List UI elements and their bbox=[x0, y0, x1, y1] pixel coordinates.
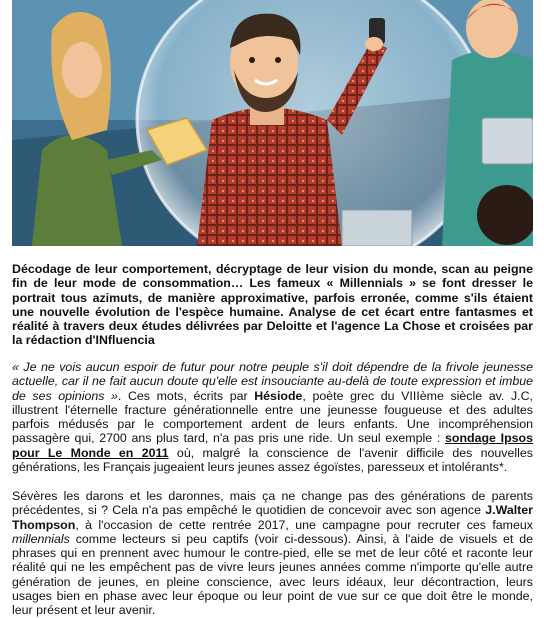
article-paragraph-2 bbox=[12, 489, 533, 618]
hesiod-quote: « Je ne vois aucun espoir de futur pour notre peuple s'il doit dépendre de la frivole jeunesse actuelle, car il ne fait aucun doute qu'elle est insouciante au-delà de toute expression et imbue de ses opinions » bbox=[12, 360, 533, 403]
ipsos-survey-link[interactable]: sondage Ipsos pour Le Monde en 2011 bbox=[12, 431, 533, 460]
paragraph-text: où, malgré la conscience de l'avenir difficile des nouvelles générations, les Français jugeaient leurs jeunes assez égoïstes, paresseux et intolérants*. bbox=[12, 445, 533, 475]
paragraph-text: , à l'occasion de cette rentrée 2017, une campagne pour recruter ces fameux bbox=[75, 517, 533, 532]
agency-name: J.Walter Thompson bbox=[12, 503, 533, 532]
article-paragraph-1 bbox=[12, 360, 533, 474]
paragraph-text: Sévères les darons et les daronnes, mais ça ne change pas des générations de parents précédentes, si ? Cela n'a pas empêché le quotidien de concevoir avec son agence bbox=[12, 489, 533, 518]
millennials-term: millennials bbox=[12, 531, 70, 546]
author-name: Hésiode bbox=[254, 388, 303, 403]
paragraph-text: , poète grec du VIIIème siècle av. J.C, illustrent l'éternelle fracture générationnelle entre une jeunesse fougueuse et des adultes parfois médusés par le comportement ardent de leurs enfants. Une incompréhension passagère qui, 2700 ans plus tard, n'a pas pris une ride. Un seul exemple : bbox=[12, 388, 533, 446]
millennials-illustration bbox=[12, 0, 533, 246]
paragraph-text: . Ces mots, écrits par bbox=[117, 388, 255, 403]
paragraph-text: comme lecteurs si peu captifs (voir ci-dessous). Ainsi, à l'aide de visuels et de phrases qui en prennent avec humour le contre-pied, elle se met de leur côté et raconte leur réalité qui ne les empêchent pas de vivre leurs jeunes années comme n'importe qu'elle autre génération de jeunes, en pleine conscience, avec leurs idéaux, leur décontraction, leurs usages bien en phase avec leur époque ou leur point de vue sur ce que doit être le monde, leur présent et leur avenir. bbox=[12, 531, 533, 618]
article-lead: Décodage de leur comportement, décryptage de leur vision du monde, scan au peigne fin de leur mode de consommation… Les fameux « Millennials » se font dresser le portrait tous azimuts, de manière approximative, parfois erronée, comme s'ils étaient une nouvelle évolution de l'espèce humaine. Analyse de cet écart entre fantasmes et réalité à travers deux études délivrées par Deloitte et l'agence La Chose et croisées par la rédaction d'INfluencia bbox=[12, 262, 533, 348]
